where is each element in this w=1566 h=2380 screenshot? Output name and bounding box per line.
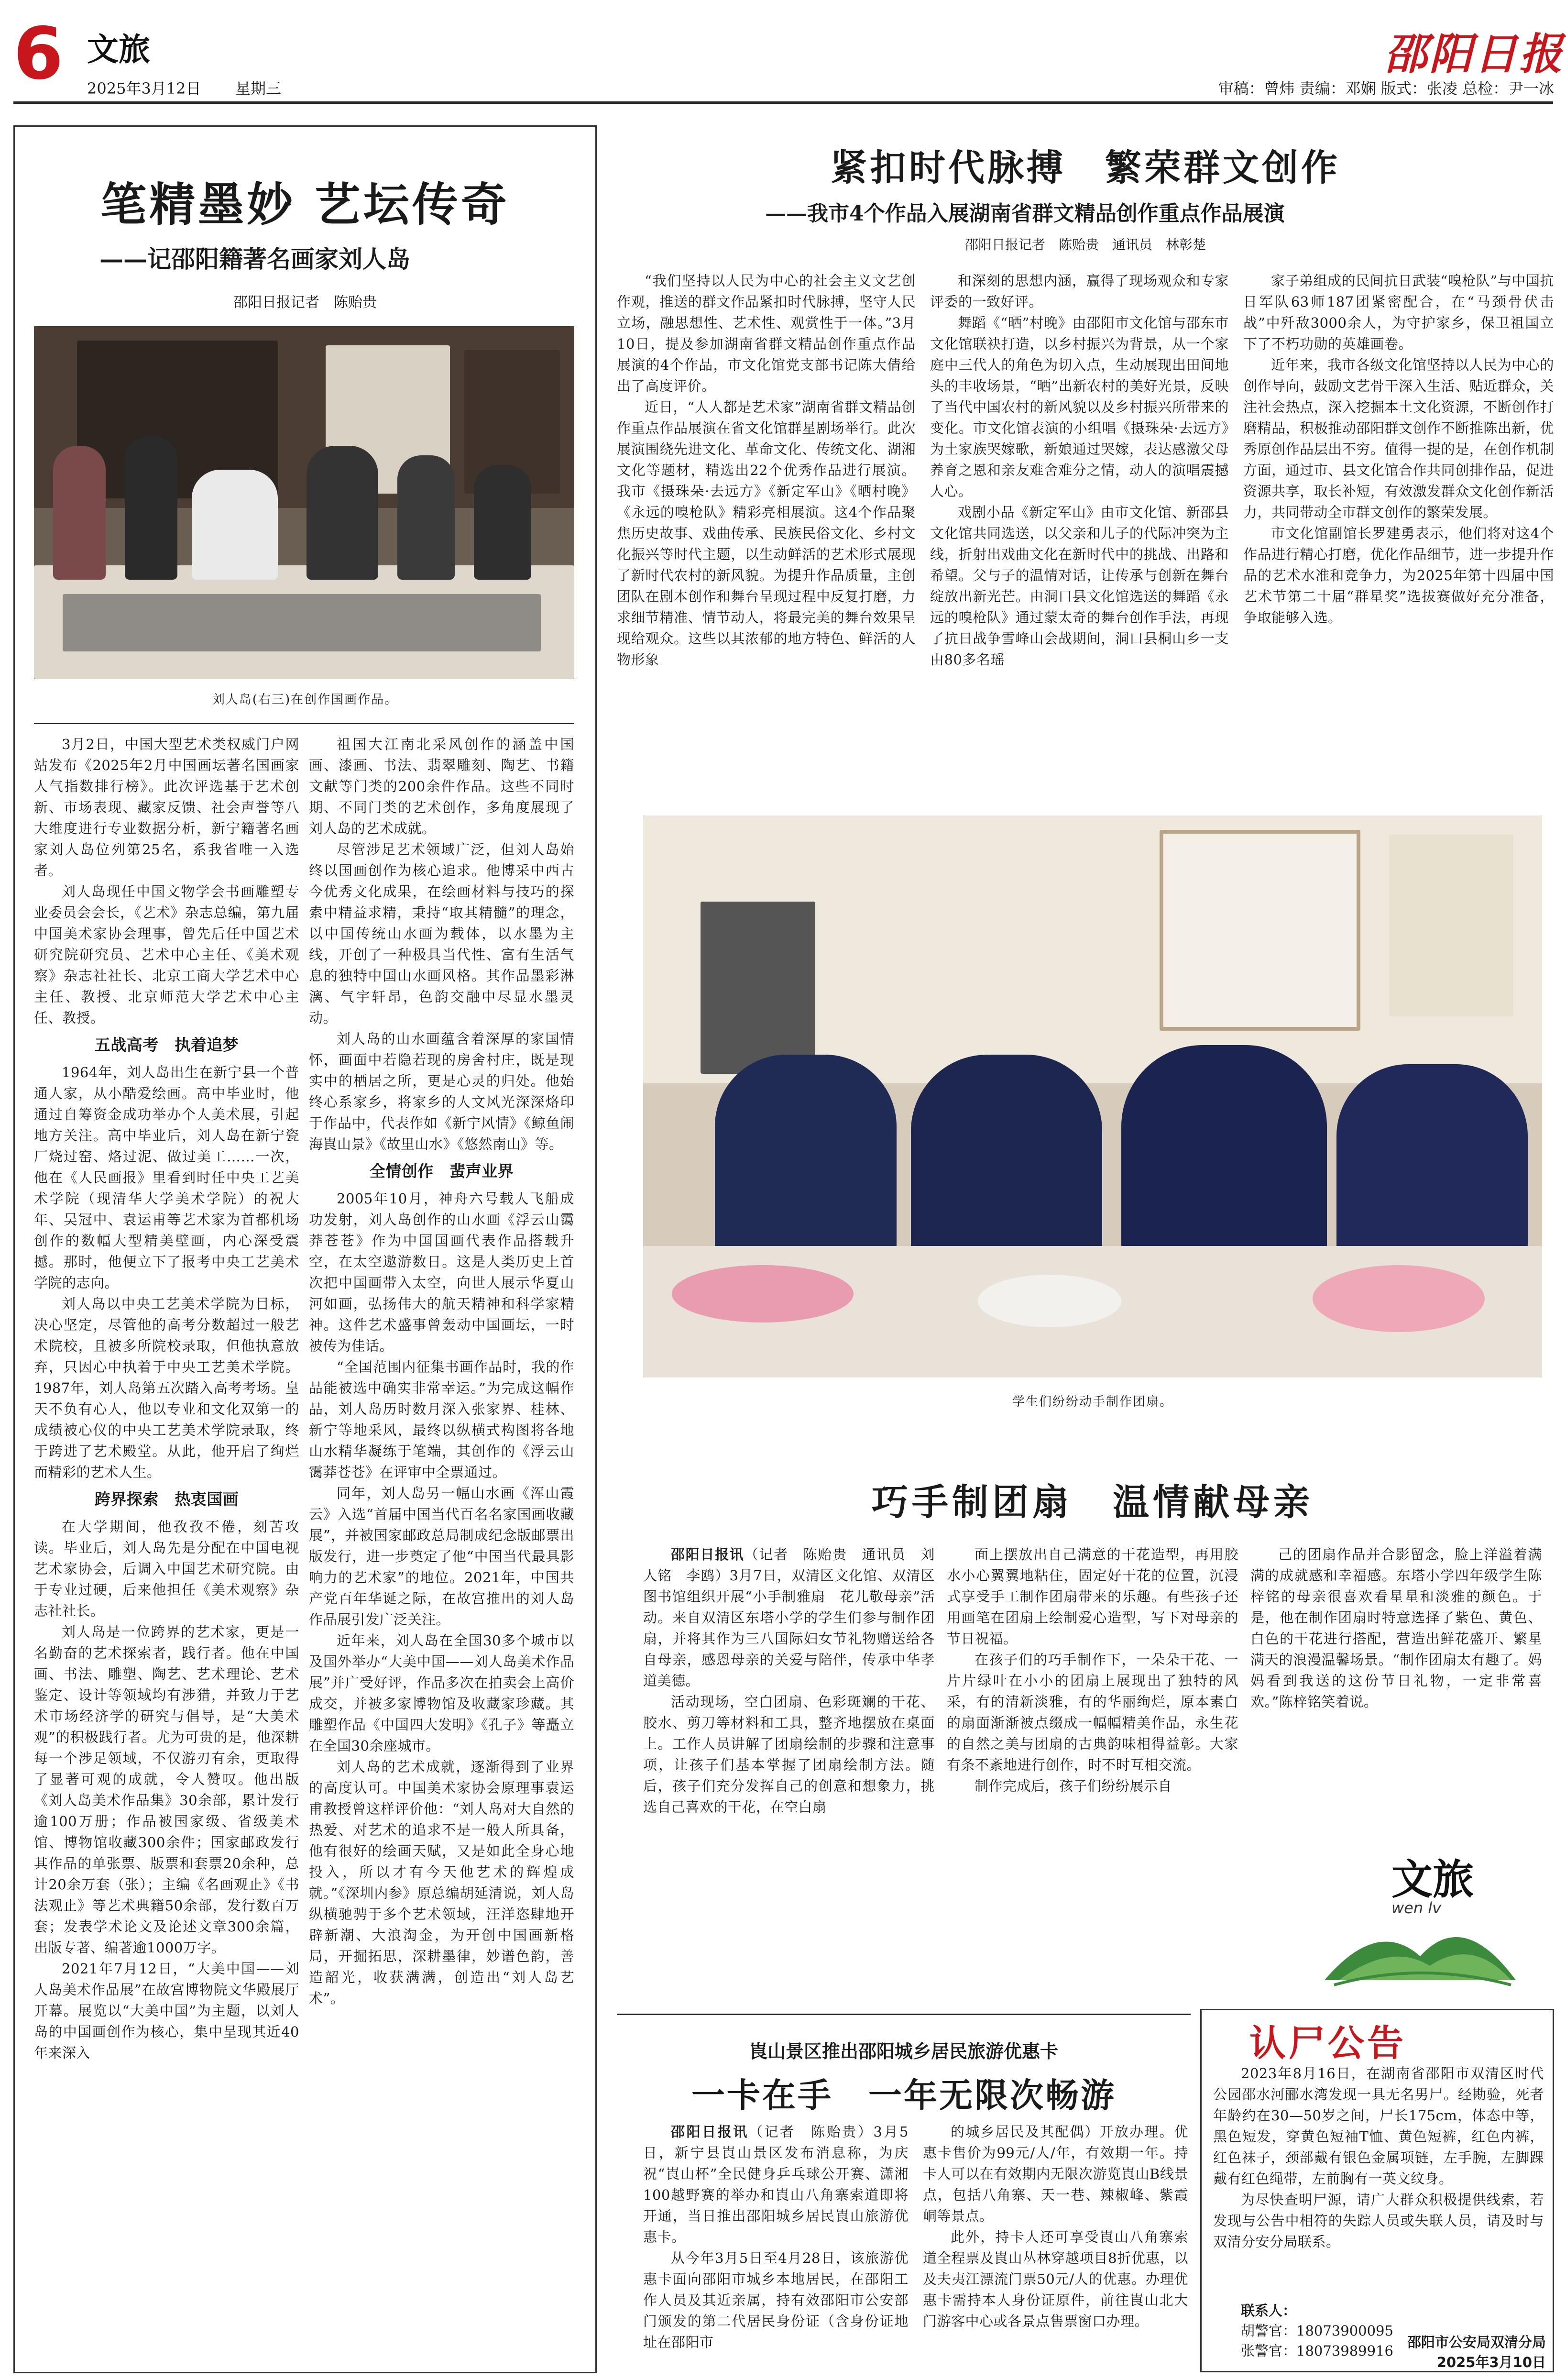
paragraph: 刘人岛现任中国文物学会书画雕塑专业委员会会长，《艺术》杂志总编，第九届中国美术家协会理事，曾先后任中国艺术研究院研究员、艺术中心主任、《美术观察》杂志社社长、北京工商大学艺术中心主任、教授、北京师范大学艺术中心主任、教授。 [34,883,299,1026]
paragraph: 戏剧小品《新定军山》由市文化馆、新邵县文化馆共同选送，以父亲和儿子的代际冲突为主线，折射出戏曲文化在新时代中的挑战、出路和希望。父与子的温情对话，让传承与创新在舞台绽放出新光芒。由洞口县文化馆选送的舞蹈《永远的嗅枪队》通过蒙太奇的舞台创作手法，再现了抗日战争雪峰山会战期间，洞口县桐山乡一支由80多名瑶 [930,504,1229,668]
caption-rule [34,723,574,724]
page-number: 6 [13,12,64,96]
paragraph: 同年，刘人岛另一幅山水画《浑山霞云》入选“首届中国当代百名名家国画收藏展”，并被国家邮政总局制成纪念版邮票出版发行，进一步奠定了他“中国当代最具影响力的艺术家”的地位。2021年，中国共产党百年华诞之际，在故宫推出的刘人岛作品展引发广泛关注。 [309,1485,574,1628]
paragraph: 刘人岛是一位跨界的艺术家，更是一名勤奋的艺术探索者，践行者。他在中国画、书法、雕塑、陶艺、艺术理论、艺术鉴定、设计等领域均有涉猎，并致力于艺术市场经济学的研究与倡导，是“大美术观”的积极践行者。尤为可贵的是，他深耕每一个涉足领域，不仅游刃有余，更取得了显著可观的成就，令人赞叹。他出版《刘人岛美术作品集》30余部，累计发行逾100万册；作品被国家级、省级美术馆、博物馆收藏300余件；国家邮政发行其作品的单张票、版票和套票20余种，总计20余万套（张）；主编《名画观止》《书法观止》等艺术典籍50余部，发行数百万套；发表学术论文及论述文章300余篇，出版专著、编著逾1000万字。 [34,1624,299,1956]
notice-issuer: 邵阳市公安局双清分局 [1407,2334,1546,2350]
paragraph [643,2121,909,2248]
article-4-column-2 [923,2121,1188,2370]
editor-credits: 审稿：曾炜 责编：邓娴 版式：张凌 总检：尹一冰 [1218,79,1554,98]
article-4-title: 一卡在手 一年无限次畅游 [691,2075,1116,2115]
photo-artist-caption: 刘人岛(右三)在创作国画作品。 [212,693,398,707]
article-3-title: 巧手制团扇 温情献母亲 [872,1481,1314,1523]
article-3-column-3 [1250,1544,1542,1840]
article-1-byline: 邵阳日报记者 陈贻贵 [233,294,377,311]
subheading-gaokao: 五战高考 执着追梦 [94,1036,239,1054]
notice-title: 认尸公告 [1249,2022,1406,2064]
article-4-column-1 [643,2121,909,2370]
article-2-title: 紧扣时代脉搏 繁荣群文创作 [831,146,1340,189]
notice-body [1213,2063,1544,2302]
article-1-subtitle: ——记邵阳籍著名画家刘人岛 [99,245,410,273]
article-1-title: 笔精墨妙 艺坛传奇 [100,177,510,231]
photo-students-making-fans [643,815,1542,1377]
masthead-rule [13,101,1553,104]
paragraph: 刘人岛的山水画蕴含着深厚的家国情怀，画面中若隐若现的房舍村庄，既是现实中的栖居之所，更是心灵的归处。他始终心系家乡，将家乡的人文风光深深烙印于作品中，代表作如《新宁风情》《鲸鱼闹海崀山景》《故里山水》《悠然南山》等。 [309,1031,574,1152]
issue-date: 2025年3月12日 [87,79,201,98]
paragraph: 家子弟组成的民间抗日武装“嗅枪队”与中国抗日军队63师187团紧密配合，在“马颈骨伏击战”中歼敌3000余人，为守护家乡，保卫祖国立下了不朽功勋的英雄画卷。 [1243,273,1554,352]
paragraph: 面上摆放出自己满意的干花造型，再用胶水小心翼翼地粘住，固定好干花的位置，沉浸式享受手工制作团扇带来的乐趣。有些孩子还用画笔在团扇上绘制爱心造型，写下对母亲的节日祝福。 [947,1546,1238,1647]
photo-artist-painting [34,326,574,679]
culture-tourism-logo [1320,1837,1521,1994]
notice-box [1200,2009,1554,2372]
issue-weekday: 星期三 [235,79,282,98]
paragraph: 尽管涉足艺术领域广泛，但刘人岛始终以国画创作为核心追求。他博采中西古今优秀文化成果，在绘画材料与技巧的探索中精益求精，秉持“取其精髓”的理念，以中国传统山水画为载体，以水墨为主线，开创了一种极具当代性、富有生活气息的独特中国山水画风格。其作品墨彩淋漓、气宇轩昂，色韵交融中尽显水墨灵动。 [309,841,574,1026]
dateline: 邵阳日报讯 [671,1546,745,1563]
dateline: 邵阳日报讯 [671,2124,749,2140]
paragraph: 近日，“人人都是艺术家”湖南省群文精品创作重点作品展演在省文化馆群星剧场举行。此次展演围绕先进文化、革命文化、传统文化、湖湘文化等题材，精选出22个优秀作品进行展演。我市《摄珠朵·去远方》《新定军山》《晒村晚》《永远的嗅枪队》精彩亮相展演。这4个作品聚焦历史故事、戏曲传承、民族民俗文化、乡村文化振兴等时代主题，以生动鲜活的艺术形式展现了新时代农村的新风貌。为提升作品质量，主创团队在剧本创作和舞台呈现过程中反复打磨，力求细节精准、情节动人，将最完美的舞台效果呈现给观众。这些以其浓郁的地方特色、鲜活的人物形象 [617,399,916,668]
paragraph: 1964年，刘人岛出生在新宁县一个普通人家，从小酷爱绘画。高中毕业时，他通过自筹资金成功举办个人美术展，引起地方关注。高中毕业后，刘人岛在新宁瓷厂烧过窑、烙过泥、做过美工……一次，他在《人民画报》里看到时任中央工艺美术学院（现清华大学美术学院）的祝大年、吴冠中、袁运甫等艺术家为首都机场创作的数幅大型精美壁画，内心深受震撼。那时，他便立下了报考中央工艺美术学院的志向。 [34,1064,299,1291]
paragraph: 祖国大江南北采风创作的涵盖中国画、漆画、书法、翡翠雕刻、陶艺、书籍文献等门类的200余件作品。这些不同时期、不同门类的艺术创作，多角度展现了刘人岛的艺术成就。 [309,736,574,837]
paragraph: 2005年10月，神舟六号载人飞船成功发射，刘人岛创作的山水画《浮云山霭莽苍苍》作为中国国画代表作品搭载升空，在太空遨游数日。这是人类历史上首次把中国画带入太空，向世人展示华夏山河如画，弘扬伟大的航天精神和科学家精神。这件艺术盛事曾轰动中国画坛，一时被传为佳话。 [309,1190,574,1354]
paragraph: 在大学期间，他孜孜不倦，刻苦攻读。毕业后，刘人岛先是分配在中国电视艺术家协会，后调入中国艺术研究院。由于专业过硬，后来他担任《美术观察》杂志社社长。 [34,1519,299,1619]
notice-contact-2: 张警官：18073989916 [1241,2343,1393,2359]
paper-name: 邵阳日报 [1384,29,1564,79]
paragraph: 己的团扇作品并合影留念，脸上洋溢着满满的成就感和幸福感。东塔小学四年级学生陈梓铭的母亲很喜欢看星星和淡雅的颜色。于是，他在制作团扇时特意选择了紫色、黄色、白色的干花进行搭配，营造出鲜花盛开、繁星满天的浪漫温馨场景。“制作团扇太有趣了。妈妈看到我送的这份节日礼物，一定非常喜欢。”陈梓铭笑着说。 [1250,1546,1542,1710]
paragraph: 活动现场，空白团扇、色彩斑斓的干花、胶水、剪刀等材料和工具，整齐地摆放在桌面上。工作人员讲解了团扇绘制的步骤和注意事项，让孩子们基本掌握了团扇绘制方法。随后，孩子们充分发挥自己的创意和想象力，挑选自己喜欢的干花，在空白扇 [643,1694,935,1815]
article-1-column-2 [309,734,574,2369]
article-3-column-1 [643,1544,935,2005]
article-2-subtitle: ——我市4个作品入展湖南省群文精品创作重点作品展演 [765,201,1285,226]
article-2-column-2 [930,270,1229,792]
notice-contact-1: 胡警官：18073900095 [1241,2323,1393,2339]
paragraph: 近年来，刘人岛在全国30多个城市以及国外举办“大美中国——刘人岛美术作品展”并广受好评，作品多次在拍卖会上高价成交，并被多家博物馆及收藏家珍藏。其雕塑作品《中国四大发明》《孔子》等矗立在全国30余座城市。 [309,1632,574,1754]
paragraph: 此外，持卡人还可享受崀山八角寨索道全程票及崀山丛林穿越项目8折优惠，以及夫夷江漂流门票50元/人的优惠。办理优惠卡需持本人身份证原件，前往崀山北大门游客中心或各景点售票窗口办理。 [923,2229,1188,2329]
article-2-column-3 [1243,270,1554,792]
paragraph: 从今年3月5日至4月28日，该旅游优惠卡面向邵阳市城乡本地居民，在邵阳工作人员及其近亲属，持有效邵阳市公安部门颁发的第二代居民身份证（含身份证地址在邵阳市 [643,2250,909,2350]
section-rule [617,2014,1191,2015]
article-2-byline: 邵阳日报记者 陈贻贵 通讯员 林彰楚 [964,237,1206,253]
article-4-kicker: 崀山景区推出邵阳城乡居民旅游优惠卡 [749,2040,1058,2062]
article-3-column-2 [947,1544,1238,2005]
paragraph: 在孩子们的巧手制作下，一朵朵干花、一片片绿叶在小小的团扇上展现出了独特的风采，有的清新淡雅，有的华丽绚烂，原本素白的扇面渐渐被点缀成一幅幅精美作品，永生花的自然之美与团扇的古典韵味相得益彰。大家有条不紊地进行创作，时不时互相交流。 [947,1652,1238,1773]
article-1 [13,125,597,2373]
subheading-creation: 全情创作 蜚声业界 [369,1162,514,1180]
logo-text-cn: 文旅 [1391,1855,1474,1904]
subheading-crossover: 跨界探索 热衷国画 [94,1490,239,1509]
paragraph: 为尽快查明尸源，请广大群众积极提供线索，若发现与公告中相符的失踪人员或失联人员，请及时与双清分安分局联系。 [1213,2192,1544,2250]
article-2-column-1 [617,270,916,792]
paragraph: 2023年8月16日，在湖南省邵阳市双清区时代公园邵水河郦水湾发现一具无名男尸。经勘验，死者年龄约在30—50岁之间，尸长175cm，体态中等，黑色短发，穿黄色短袖T恤、黄色短裤，红色内裤，红色袜子，颈部戴有银色金属项链，左手腕，左脚踝戴有红色绳带，左前胸有一英文纹身。 [1213,2065,1544,2187]
paragraph: 的城乡居民及其配偶）开放办理。优惠卡售价为99元/人/年，有效期一年。持卡人可以在有效期内无限次游览崀山B线景点，包括八角寨、天一巷、辣椒峰、紫霞峒等景点。 [923,2124,1188,2224]
lead-text: （记者 陈贻贵）3月5日，新宁县崀山景区发布消息称，为庆祝“崀山杯”全民健身乒乓球公开赛、潇湘100越野赛的举办和崀山八角寨索道即将开通，当日推出邵阳城乡居民崀山旅游优惠卡。 [643,2124,909,2245]
section-name: 文旅 [87,31,150,68]
paragraph: 制作完成后，孩子们纷纷展示自 [975,1778,1172,1794]
paragraph: 刘人岛以中央工艺美术学院为目标，决心坚定，尽管他的高考分数超过一般艺术院校，且被多所院校录取，但他执意放弃，只因心中执着于中央工艺美术学院。1987年，刘人岛第五次踏入高考考场。皇天不负有心人，他以专业和文化双第一的成绩被心仪的中央工艺美术学院录取，终于跨进了艺术殿堂。从此，他开启了绚烂而精彩的艺术人生。 [34,1296,299,1480]
lead-text: （记者 陈贻贵 通讯员 刘人铭 李鸥）3月7日，双清区文化馆、双清区图书馆组织开展“小手制雅扇 花儿敬母亲”活动。来自双清区东塔小学的学生们参与制作团扇，并将其作为三八国际妇女节礼物赠送给各自母亲，感恩母亲的关爱与陪伴，传承中华孝道美德。 [643,1546,935,1689]
photo-students-caption: 学生们纷纷动手制作团扇。 [1012,1395,1173,1409]
notice-contact-label: 联系人： [1241,2303,1297,2319]
paragraph: 市文化馆副馆长罗建勇表示，他们将对这4个作品进行精心打磨，优化作品细节，进一步提升作品的艺术水准和竞争力，为2025年第十四届中国艺术节第二十届“群星奖”选拔赛做好充分准备，争取能够入选。 [1243,525,1554,626]
paragraph: “全国范围内征集书画作品时，我的作品能被选中确实非常幸运。”为完成这幅作品，刘人岛历时数月深入张家界、桂林、新宁等地采风，最终以纵横式构图将各地山水精华凝练于笔端，其创作的《浮云山霭莽苍苍》在评审中全票通过。 [309,1359,574,1480]
paragraph: 2021年7月12日，“大美中国——刘人岛美术作品展”在故宫博物院文华殿展厅开幕。展览以“大美中国”为主题，以刘人岛的中国画创作为核心，集中呈现其近40年来深入 [34,1961,299,2061]
paragraph: 和深刻的思想内涵，赢得了现场观众和专家评委的一致好评。 [930,273,1229,310]
paragraph: “我们坚持以人民为中心的社会主义文艺创作观，推送的群文作品紧扣时代脉搏，坚守人民立场，融思想性、艺术性、观赏性于一体。”3月10日，提及参加湖南省群文精品创作重点作品展演的4个作品，市文化馆党支部书记陈大倩给出了高度评价。 [617,273,916,394]
logo-text-pinyin: wen lv [1391,1899,1442,1917]
paragraph: 近年来，我市各级文化馆坚持以人民为中心的创作导向，鼓励文艺骨干深入生活、贴近群众，关注社会热点，深入挖掘本土文化资源，不断创作打磨精品，积极推动邵阳群文创作不断推陈出新，优秀原创作品层出不穷。值得一提的是，在创作机制方面，通过市、县文化馆合作共同创排作品，促进资源共享，取长补短，有效激发群众文化创作新活力，共同带动全市群文创作的繁荣发展。 [1243,357,1554,520]
paragraph: 舞蹈《“晒”村晚》由邵阳市文化馆与邵东市文化馆联袂打造，以乡村振兴为背景，从一个家庭中三代人的角色为切入点，生动展现出田间地头的丰收场景，“晒”出新农村的美好光景，反映了当代中国农村的新风貌以及乡村振兴所带来的变化。市文化馆表演的小组唱《摄珠朵·去远方》为土家族哭嫁歌，新娘通过哭嫁，表达感激父母养育之恩和亲友难舍难分之情，动人的演唱震撼人心。 [930,315,1229,499]
paragraph: 3月2日，中国大型艺术类权威门户网站发布《2025年2月中国画坛著名国画家人气指数排行榜》。此次评选基于艺术创新、市场表现、藏家反馈、社会声誉等八大维度进行专业数据分析，新宁籍著名画家刘人岛位列第25名，系我省唯一入选者。 [34,736,299,879]
paragraph [643,1544,935,1691]
paragraph: 刘人岛的艺术成就，逐渐得到了业界的高度认可。中国美术家协会原理事袁运甫教授曾这样评价他：“刘人岛对大自然的热爱、对艺术的追求不是一般人所具备，他有很好的绘画天赋，又是如此全身心地投入，所以才有今天他艺术的辉煌成就。”《深圳内参》原总编胡延清说，刘人岛纵横驰骋于多个艺术领域，汪洋恣肆地开辟新潮、大浪淘金，为开创中国画新格局，开掘拓思，深耕墨律，妙谱色韵，善造韶光，收获满满，创造出“刘人岛艺术”。 [309,1759,574,2006]
notice-issue-date: 2025年3月10日 [1436,2354,1546,2370]
article-1-column-1 [34,734,299,2369]
